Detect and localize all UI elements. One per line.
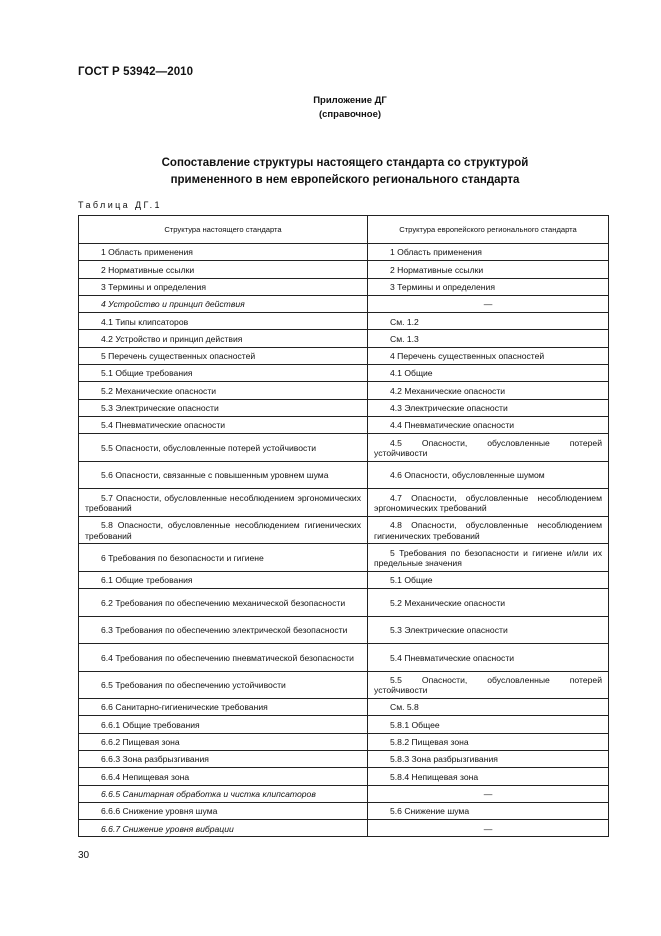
title-line-1: Сопоставление структуры настоящего стандарта со структурой (161, 157, 529, 169)
table-row (79, 589, 609, 617)
table-cell-right: 5.2 Механические опасности (368, 589, 609, 617)
table-row (79, 295, 609, 312)
table-cell-right: 4.3 Электрические опасности (368, 399, 609, 416)
table-cell-left: 3 Термины и определения (79, 278, 368, 295)
table-cell-left: 5.3 Электрические опасности (79, 399, 368, 416)
table-row (79, 699, 609, 716)
table-row (79, 313, 609, 330)
table-row (79, 365, 609, 382)
table-cell-left: 5.1 Общие требования (79, 365, 368, 382)
table-cell-left: 5 Перечень существенных опасностей (79, 347, 368, 364)
table-row (79, 571, 609, 588)
table-cell-left: 4.1 Типы клипсаторов (79, 313, 368, 330)
table-cell-right: 4.7 Опасности, обусловленные несоблюдением эргономических требований (368, 489, 609, 517)
table-row (79, 802, 609, 819)
table-cell-right: 3 Термины и определения (368, 278, 609, 295)
table-row (79, 382, 609, 399)
table-cell-right: 2 Нормативные ссылки (368, 261, 609, 278)
table-cell-right: 5.1 Общие (368, 571, 609, 588)
table-row (79, 768, 609, 785)
table-row (79, 416, 609, 433)
table-row (79, 820, 609, 837)
table-cell-right: 5.5 Опасности, обусловленные потерей устойчивости (368, 671, 609, 699)
page-number: 30 (78, 850, 90, 861)
table-cell-right: 5.8.3 Зона разбрызгивания (368, 750, 609, 767)
annex-subtitle: (справочное) (318, 109, 382, 120)
table-row (79, 544, 609, 572)
table-cell-left: 5.7 Опасности, обусловленные несоблюдением эргономических требований (79, 489, 368, 517)
table-cell-left: 6.6.1 Общие требования (79, 716, 368, 733)
table-cell-left: 6.6.7 Снижение уровня вибрации (79, 820, 368, 837)
table-row (79, 516, 609, 544)
table-cell-right: — (368, 785, 609, 802)
table-cell-left: 4 Устройство и принцип действия (79, 295, 368, 312)
table-cell-left: 5.5 Опасности, обусловленные потерей устойчивости (79, 434, 368, 462)
table-cell-right: 4.2 Механические опасности (368, 382, 609, 399)
table-cell-left: 6.1 Общие требования (79, 571, 368, 588)
title-line-2: примененного в нем европейского регионального стандарта (170, 174, 520, 186)
table-row (79, 278, 609, 295)
annex-heading (240, 94, 460, 122)
table-cell-left: 6 Требования по безопасности и гигиене (79, 544, 368, 572)
table-cell-left: 5.6 Опасности, связанные с повышенным уровнем шума (79, 461, 368, 489)
table-cell-left: 6.6.6 Снижение уровня шума (79, 802, 368, 819)
table-cell-right: 5.8.4 Непищевая зона (368, 768, 609, 785)
table-cell-left: 6.6.3 Зона разбрызгивания (79, 750, 368, 767)
table-cell-right: См. 5.8 (368, 699, 609, 716)
table-row (79, 330, 609, 347)
table-row (79, 733, 609, 750)
table-cell-right: — (368, 820, 609, 837)
table-row (79, 489, 609, 517)
table-row (79, 347, 609, 364)
structure-comparison-table (78, 215, 609, 837)
table-cell-left: 6.6.2 Пищевая зона (79, 733, 368, 750)
table-cell-left: 4.2 Устройство и принцип действия (79, 330, 368, 347)
table-cell-right: 4.6 Опасности, обусловленные шумом (368, 461, 609, 489)
table-cell-left: 5.2 Механические опасности (79, 382, 368, 399)
page-title (120, 155, 570, 189)
table-cell-right: — (368, 295, 609, 312)
table-cell-left: 6.2 Требования по обеспечению механической безопасности (79, 589, 368, 617)
table-cell-right: 5.3 Электрические опасности (368, 616, 609, 644)
annex-title: Приложение ДГ (313, 95, 387, 106)
table-row (79, 716, 609, 733)
table-row (79, 616, 609, 644)
table-cell-right: 5.8.1 Общее (368, 716, 609, 733)
table-cell-right: 5.4 Пневматические опасности (368, 644, 609, 672)
table-cell-left: 6.6.5 Санитарная обработка и чистка клипсаторов (79, 785, 368, 802)
table-cell-right: 5.8.2 Пищевая зона (368, 733, 609, 750)
table-cell-right: См. 1.2 (368, 313, 609, 330)
table-cell-right: 4 Перечень существенных опасностей (368, 347, 609, 364)
table-cell-right: 1 Область применения (368, 244, 609, 261)
table-cell-left: 5.8 Опасности, обусловленные несоблюдением гигиенических требований (79, 516, 368, 544)
table-cell-right: 4.8 Опасности, обусловленные несоблюдением гигиенических требований (368, 516, 609, 544)
table-cell-left: 2 Нормативные ссылки (79, 261, 368, 278)
table-cell-right: См. 1.3 (368, 330, 609, 347)
table-cell-right: 4.5 Опасности, обусловленные потерей устойчивости (368, 434, 609, 462)
table-cell-left: 6.6.4 Непищевая зона (79, 768, 368, 785)
table-cell-left: 6.3 Требования по обеспечению электрической безопасности (79, 616, 368, 644)
table-row (79, 434, 609, 462)
table-cell-left: 6.4 Требования по обеспечению пневматической безопасности (79, 644, 368, 672)
table-row (79, 785, 609, 802)
table-cell-right: 5.6 Снижение шума (368, 802, 609, 819)
table-row (79, 399, 609, 416)
table-header-row (79, 216, 609, 244)
table-row (79, 261, 609, 278)
column-header-national: Структура настоящего стандарта (79, 216, 368, 244)
table-row (79, 750, 609, 767)
table-cell-left: 6.5 Требования по обеспечению устойчивости (79, 671, 368, 699)
column-header-european: Структура европейского регионального стандарта (368, 216, 609, 244)
table-row (79, 671, 609, 699)
table-cell-left: 1 Область применения (79, 244, 368, 261)
table-cell-right: 4.4 Пневматические опасности (368, 416, 609, 433)
table-cell-left: 5.4 Пневматические опасности (79, 416, 368, 433)
document-code: ГОСТ Р 53942—2010 (78, 66, 194, 78)
table-caption: Таблица ДГ.1 (78, 200, 162, 210)
table-row (79, 461, 609, 489)
table-row (79, 644, 609, 672)
table-cell-right: 4.1 Общие (368, 365, 609, 382)
table-cell-right: 5 Требования по безопасности и гигиене и/или их предельные значения (368, 544, 609, 572)
table-row (79, 244, 609, 261)
table-cell-left: 6.6 Санитарно-гигиенические требования (79, 699, 368, 716)
